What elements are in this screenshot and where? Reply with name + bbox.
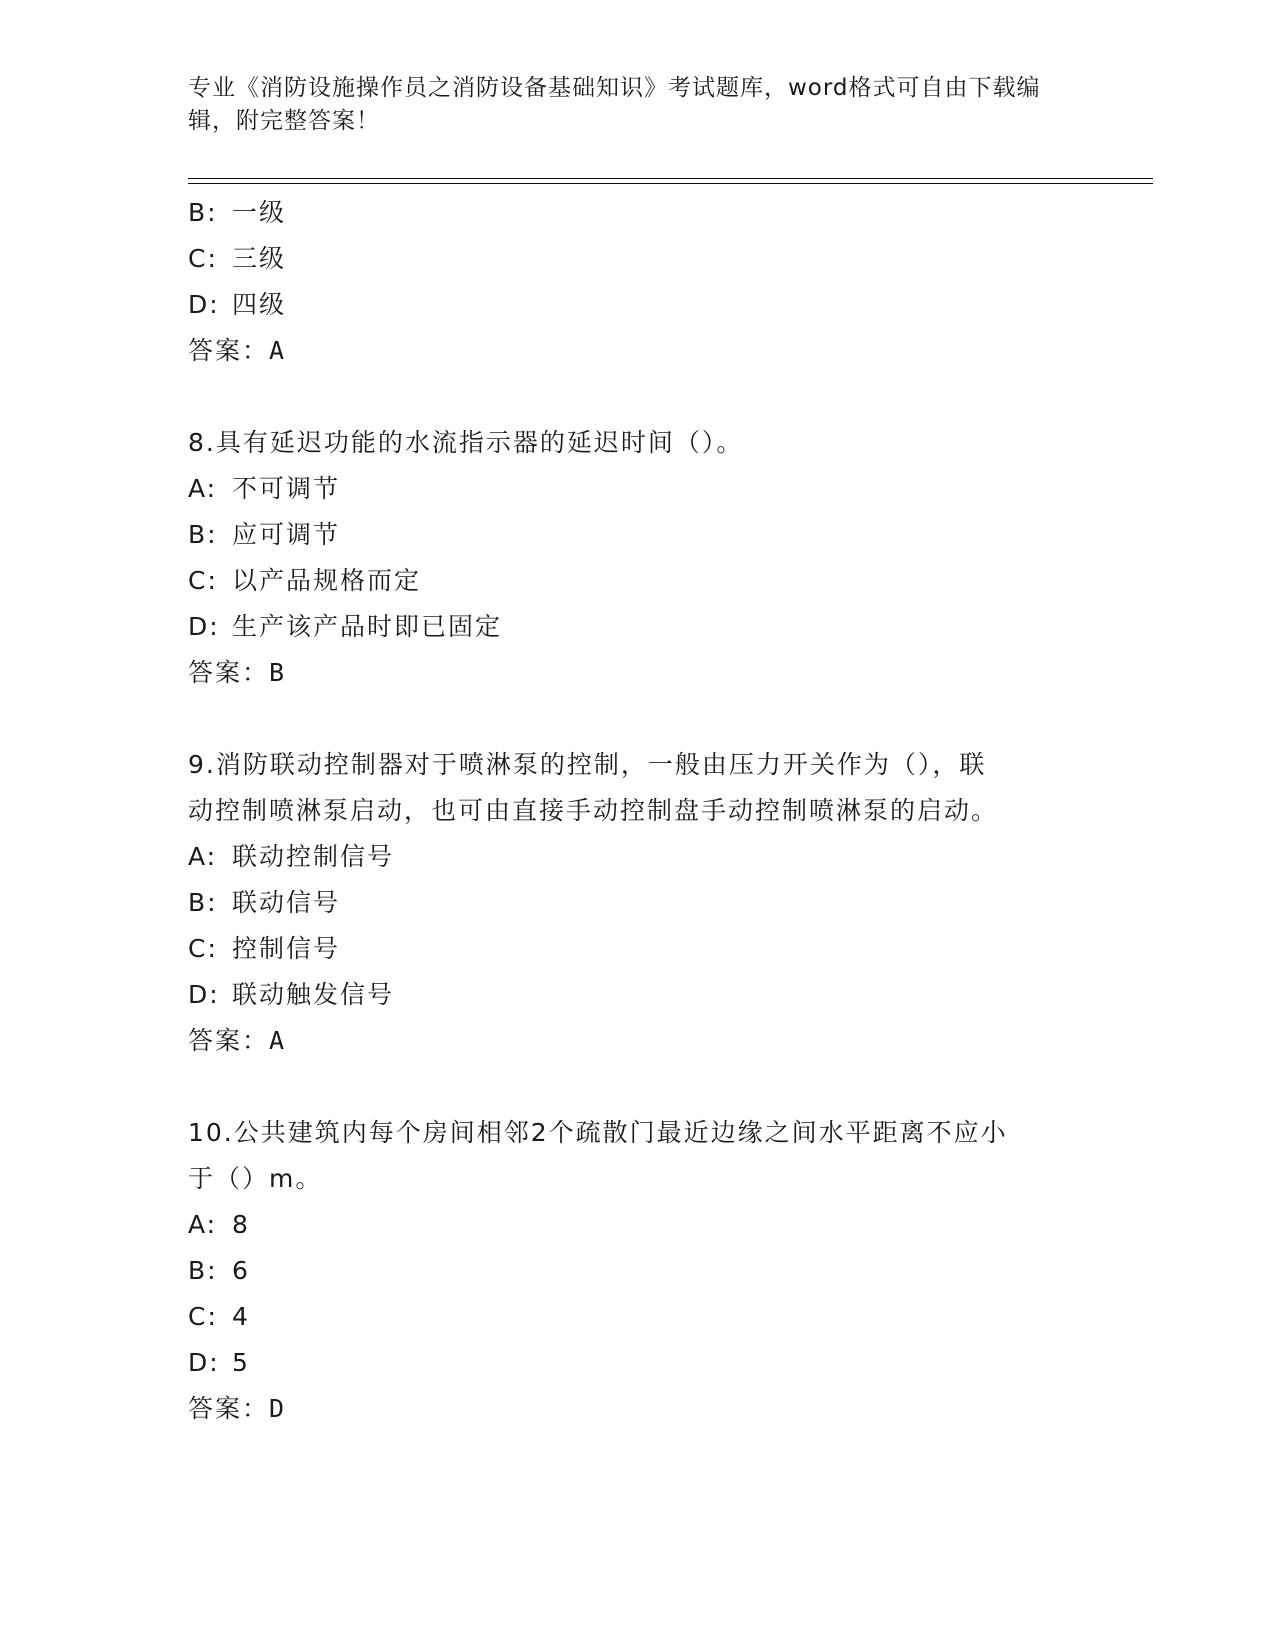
- option-d: [188, 604, 1088, 650]
- option-letter: B:: [188, 198, 218, 227]
- option-letter: A:: [188, 474, 218, 503]
- option-text: 应可调节: [232, 520, 341, 549]
- option-text: 一级: [232, 198, 287, 227]
- answer-line: [188, 650, 1088, 696]
- option-b: [188, 1248, 1088, 1294]
- option-letter: C:: [188, 934, 218, 963]
- option-d: [188, 972, 1088, 1018]
- option-a: [188, 834, 1088, 880]
- option-text: 不可调节: [232, 474, 341, 503]
- option-text: 4: [232, 1302, 250, 1331]
- answer-value: A: [269, 1026, 287, 1055]
- header-divider-top: [188, 178, 1153, 179]
- option-letter: C:: [188, 244, 218, 273]
- option-letter: A:: [188, 1210, 218, 1239]
- option-d: [188, 1340, 1088, 1386]
- answer-line: [188, 328, 1088, 374]
- option-letter: B:: [188, 1256, 218, 1285]
- answer-line: [188, 1386, 1088, 1432]
- option-text: 联动触发信号: [232, 980, 395, 1009]
- answer-label: 答案：: [188, 1394, 270, 1423]
- option-letter: B:: [188, 888, 218, 917]
- header-divider-bottom: [188, 183, 1153, 184]
- option-a: [188, 1202, 1088, 1248]
- option-text: 8: [232, 1210, 250, 1239]
- option-letter: B:: [188, 520, 218, 549]
- option-b: [188, 880, 1088, 926]
- option-letter: C:: [188, 566, 218, 595]
- option-text: 四级: [232, 290, 287, 319]
- option-letter: D:: [188, 290, 220, 319]
- option-text: 生产该产品时即已固定: [232, 612, 503, 641]
- answer-line: [188, 1018, 1088, 1064]
- question-text: 9.消防联动控制器对于喷淋泵的控制，一般由压力开关作为（），联: [188, 750, 987, 779]
- option-b: [188, 512, 1088, 558]
- header-line-2: 辑，附完整答案！: [188, 108, 380, 134]
- answer-value: B: [269, 658, 287, 687]
- question-7-continued: [188, 190, 1088, 374]
- option-c: [188, 926, 1088, 972]
- option-c: [188, 236, 1088, 282]
- option-text: 6: [232, 1256, 250, 1285]
- question-8: [188, 420, 1088, 696]
- document-body: [188, 190, 1088, 1432]
- option-text: 联动控制信号: [232, 842, 395, 871]
- question-text: 10.公共建筑内每个房间相邻2个疏散门最近边缘之间水平距离不应小: [188, 1118, 1008, 1147]
- option-letter: A:: [188, 842, 218, 871]
- option-c: [188, 1294, 1088, 1340]
- option-d: [188, 282, 1088, 328]
- question-text-continued: 动控制喷淋泵启动，也可由直接手动控制盘手动控制喷淋泵的启动。: [188, 796, 999, 825]
- option-c: [188, 558, 1088, 604]
- option-text: 三级: [232, 244, 287, 273]
- question-10: [188, 1110, 1088, 1432]
- option-letter: C:: [188, 1302, 218, 1331]
- question-text-continued: 于（）m。: [188, 1164, 323, 1193]
- option-text: 以产品规格而定: [232, 566, 422, 595]
- answer-value: A: [269, 336, 287, 365]
- option-letter: D:: [188, 980, 220, 1009]
- option-letter: D:: [188, 612, 220, 641]
- answer-label: 答案：: [188, 336, 270, 365]
- question-9: [188, 742, 1088, 1064]
- option-text: 控制信号: [232, 934, 341, 963]
- option-text: 联动信号: [232, 888, 341, 917]
- option-text: 5: [232, 1348, 250, 1377]
- option-b: [188, 190, 1088, 236]
- answer-value: D: [269, 1394, 287, 1423]
- answer-label: 答案：: [188, 658, 270, 687]
- header-line-1: 专业《消防设施操作员之消防设备基础知识》考试题库，word格式可自由下载编: [188, 75, 1041, 101]
- answer-label: 答案：: [188, 1026, 270, 1055]
- question-text: 8.具有延迟功能的水流指示器的延迟时间（）。: [188, 428, 744, 457]
- option-a: [188, 466, 1088, 512]
- document-header: [188, 72, 1088, 138]
- option-letter: D:: [188, 1348, 220, 1377]
